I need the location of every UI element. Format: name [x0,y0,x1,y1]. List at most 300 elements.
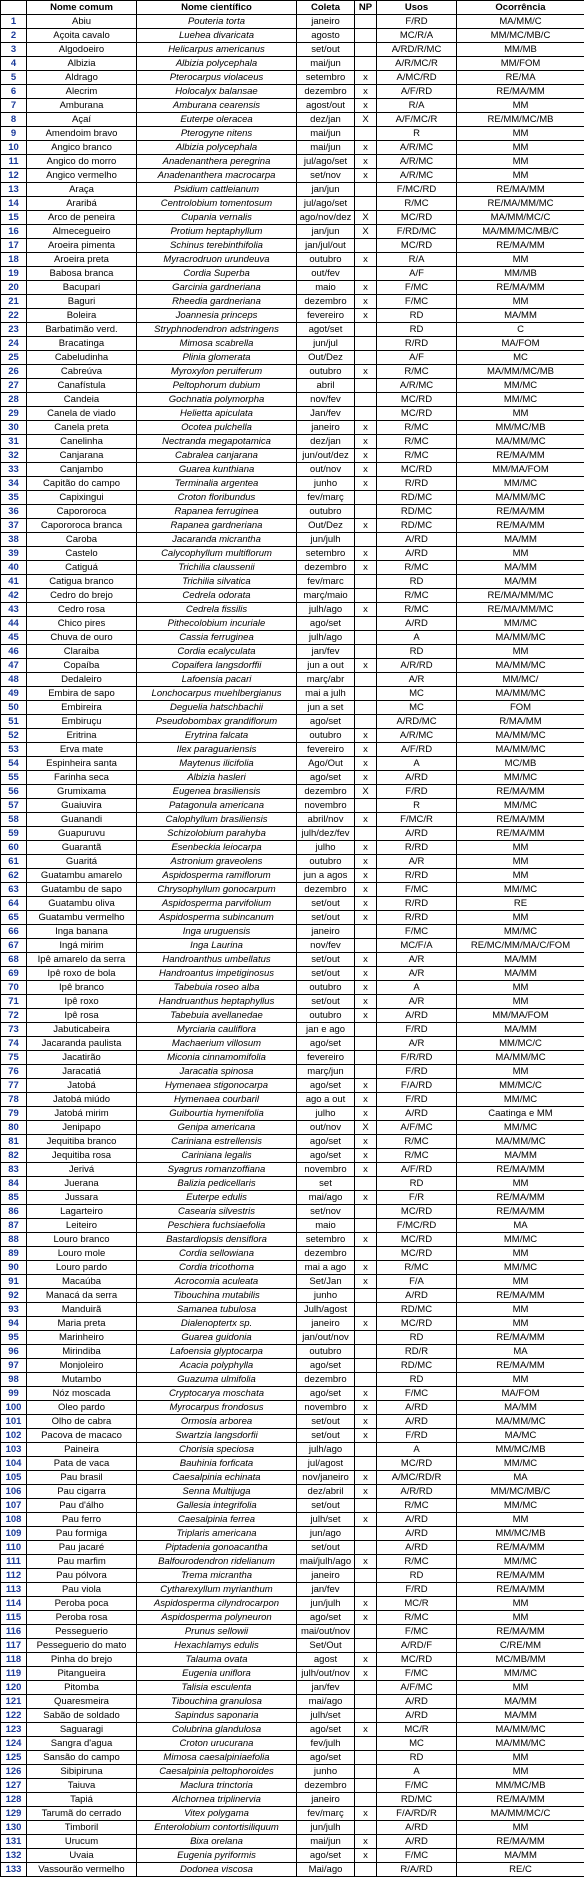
table-row [1,1527,584,1541]
row-number: 55 [1,771,27,785]
uses-cell: RD/MC [377,1793,457,1807]
scientific-name-cell: Maclura trinctoria [137,1779,297,1793]
np-cell: x [355,757,377,771]
np-cell: x [355,743,377,757]
common-name-cell: Jatobá miúdo [27,1093,137,1107]
occurrence-cell: MM [457,645,584,659]
scientific-name-cell: Jaracatia spinosa [137,1065,297,1079]
common-name-cell: Araribá [27,197,137,211]
np-cell: x [355,1471,377,1485]
row-number: 84 [1,1177,27,1191]
common-name-cell: Saguaragi [27,1723,137,1737]
table-row [1,687,584,701]
collection-cell: mai/jun [297,141,355,155]
common-name-cell: Aroeira preta [27,253,137,267]
scientific-name-cell: Pithecolobium incuriale [137,617,297,631]
occurrence-cell: MM [457,1275,584,1289]
table-row [1,1667,584,1681]
table-body [1,15,584,1877]
occurrence-cell: MA [457,1345,584,1359]
collection-cell: jun a set [297,701,355,715]
row-number: 80 [1,1121,27,1135]
scientific-name-cell: Schinus terebinthifolia [137,239,297,253]
common-name-cell: Ipê roxo de bola [27,967,137,981]
row-number: 6 [1,85,27,99]
uses-cell: F/MC [377,1849,457,1863]
row-number: 98 [1,1373,27,1387]
np-cell: x [355,1093,377,1107]
np-cell: x [355,1317,377,1331]
row-number: 110 [1,1541,27,1555]
scientific-name-cell: Hexachlamys edulis [137,1639,297,1653]
row-number: 39 [1,547,27,561]
common-name-cell: Catigua branco [27,575,137,589]
np-cell: x [355,1191,377,1205]
np-cell: x [355,547,377,561]
scientific-name-cell: Eugenia pyriformis [137,1849,297,1863]
occurrence-cell: MA/MM [457,1023,584,1037]
occurrence-cell: RE/MA/MM [457,239,584,253]
table-row [1,1373,584,1387]
occurrence-cell: MA/MM/C [457,15,584,29]
uses-cell: R/MC [377,603,457,617]
scientific-name-cell: Copaifera langsdorffii [137,659,297,673]
row-number: 45 [1,631,27,645]
row-number: 41 [1,575,27,589]
np-cell: x [355,981,377,995]
table-row [1,1107,584,1121]
uses-cell: RD [377,323,457,337]
np-cell: x [355,1415,377,1429]
occurrence-cell: MM [457,1303,584,1317]
common-name-cell: Amburana [27,99,137,113]
row-number: 43 [1,603,27,617]
scientific-name-cell: Anadenanthera peregrina [137,155,297,169]
uses-cell: F/RD/MC [377,225,457,239]
collection-cell: jan/jun [297,225,355,239]
table-row [1,477,584,491]
collection-cell: jul/agost [297,1457,355,1471]
np-cell [355,1737,377,1751]
row-number: 111 [1,1555,27,1569]
occurrence-cell: RE/MC/MM/MA/C/FOM [457,939,584,953]
scientific-name-cell: Talisia esculenta [137,1681,297,1695]
table-row [1,1331,584,1345]
row-number: 86 [1,1205,27,1219]
scientific-name-cell: Trichilia silvatica [137,575,297,589]
common-name-cell: Aldrago [27,71,137,85]
collection-cell: outubro [297,505,355,519]
table-row [1,1093,584,1107]
scientific-name-cell: Joannesia princeps [137,309,297,323]
np-cell [355,533,377,547]
table-row [1,1541,584,1555]
scientific-name-cell: Hymenaea stigonocarpa [137,1079,297,1093]
np-cell: x [355,1387,377,1401]
np-cell: x [355,253,377,267]
row-number: 95 [1,1331,27,1345]
occurrence-cell: C/RE/MM [457,1639,584,1653]
common-name-cell: Timboril [27,1821,137,1835]
occurrence-cell: MM [457,1247,584,1261]
common-name-cell: Claraiba [27,645,137,659]
scientific-name-cell: Rapanea ferruginea [137,505,297,519]
uses-cell: A/MC/RD/R [377,1471,457,1485]
np-cell [355,1457,377,1471]
uses-cell: R/MC [377,561,457,575]
collection-cell: jun/julh [297,1821,355,1835]
scientific-name-cell: Cariniana legalis [137,1149,297,1163]
row-number: 133 [1,1863,27,1877]
common-name-cell: Caroba [27,533,137,547]
header-number [1,1,27,15]
row-number: 128 [1,1793,27,1807]
np-cell: X [355,211,377,225]
scientific-name-cell: Calophyllum brasiliensis [137,813,297,827]
table-row [1,645,584,659]
occurrence-cell: MM [457,1177,584,1191]
occurrence-cell: MA/MM/MC [457,631,584,645]
table-row [1,1849,584,1863]
common-name-cell: Manduirã [27,1303,137,1317]
scientific-name-cell: Pseudobombax grandiflorum [137,715,297,729]
np-cell [355,1065,377,1079]
occurrence-cell: RE/MA/MM [457,1835,584,1849]
row-number: 122 [1,1709,27,1723]
occurrence-cell: RE/MA/MM [457,785,584,799]
common-name-cell: Canjarana [27,449,137,463]
occurrence-cell: MM/MC [457,617,584,631]
common-name-cell: Capitão do campo [27,477,137,491]
uses-cell: MC/RD [377,1247,457,1261]
collection-cell: mai/out/nov [297,1625,355,1639]
collection-cell: outubro [297,981,355,995]
uses-cell: A/R [377,967,457,981]
scientific-name-cell: Miconia cinnamomifolia [137,1051,297,1065]
scientific-name-cell: Guarea guidonia [137,1331,297,1345]
scientific-name-cell: Peschiera fuchsiaefolia [137,1219,297,1233]
table-row [1,617,584,631]
scientific-name-cell: Nectranda megapotamica [137,435,297,449]
scientific-name-cell: Trema micrantha [137,1569,297,1583]
collection-cell: jun/julh [297,533,355,547]
np-cell: x [355,1149,377,1163]
common-name-cell: Ingá mirim [27,939,137,953]
table-row [1,1499,584,1513]
common-name-cell: Jussara [27,1191,137,1205]
occurrence-cell: MA/MM/MC/C [457,211,584,225]
np-cell [355,491,377,505]
table-row [1,15,584,29]
row-number: 49 [1,687,27,701]
common-name-cell: Sansão do campo [27,1751,137,1765]
common-name-cell: Olho de cabra [27,1415,137,1429]
occurrence-cell: MM/MC/MB [457,1527,584,1541]
row-number: 90 [1,1261,27,1275]
table-row [1,1345,584,1359]
common-name-cell: Canela preta [27,421,137,435]
common-name-cell: Angico branco [27,141,137,155]
uses-cell: R/A [377,99,457,113]
uses-cell: MC/RD [377,463,457,477]
uses-cell: MC/RD [377,407,457,421]
common-name-cell: Jatobá mirim [27,1107,137,1121]
row-number: 69 [1,967,27,981]
scientific-name-cell: Acacia polyphylla [137,1359,297,1373]
uses-cell: MC/R [377,1597,457,1611]
scientific-name-cell: Enterolobium contortisiliquum [137,1821,297,1835]
row-number: 38 [1,533,27,547]
collection-cell: ago a out [297,1093,355,1107]
np-cell [355,1219,377,1233]
table-row [1,1219,584,1233]
uses-cell: F/MC [377,281,457,295]
scientific-name-cell: Chorisia speciosa [137,1443,297,1457]
table-row [1,743,584,757]
np-cell: x [355,365,377,379]
table-row [1,407,584,421]
common-name-cell: Peroba poca [27,1597,137,1611]
table-row [1,1639,584,1653]
scientific-name-cell: Caesalpinia peltophoroides [137,1765,297,1779]
occurrence-cell: MM/MC [457,393,584,407]
common-name-cell: Abiu [27,15,137,29]
occurrence-cell: MA/MM/MC [457,729,584,743]
occurrence-cell: MM/MC [457,1499,584,1513]
table-row [1,1387,584,1401]
np-cell: x [355,1233,377,1247]
header-np: NP [355,1,377,15]
table-row [1,1583,584,1597]
occurrence-cell: MA/FOM [457,1387,584,1401]
occurrence-cell: RE/MA [457,71,584,85]
occurrence-cell: MA/MM/MC [457,1723,584,1737]
occurrence-cell: MA/MM [457,967,584,981]
np-cell: x [355,421,377,435]
table-row [1,1709,584,1723]
scientific-name-cell: Mimosa scabrella [137,337,297,351]
uses-cell: R [377,127,457,141]
common-name-cell: Eritrina [27,729,137,743]
uses-cell: A/R/RD [377,659,457,673]
occurrence-cell: MM [457,1611,584,1625]
np-cell: x [355,1597,377,1611]
common-name-cell: Capororoca [27,505,137,519]
occurrence-cell: MM/MC [457,379,584,393]
uses-cell: R/MC [377,435,457,449]
scientific-name-cell: Inga Laurina [137,939,297,953]
np-cell [355,1541,377,1555]
occurrence-cell: MA/MM/MC [457,659,584,673]
row-number: 74 [1,1037,27,1051]
occurrence-cell: MM [457,295,584,309]
table-row [1,1765,584,1779]
row-number: 60 [1,841,27,855]
common-name-cell: Embira de sapo [27,687,137,701]
table-row [1,1555,584,1569]
scientific-name-cell: Esenbeckia leiocarpa [137,841,297,855]
occurrence-cell: RE/MA/MM [457,1331,584,1345]
uses-cell: RD/R [377,1345,457,1359]
row-number: 2 [1,29,27,43]
np-cell [355,1345,377,1359]
row-number: 19 [1,267,27,281]
common-name-cell: Catiguá [27,561,137,575]
occurrence-cell: MM [457,1751,584,1765]
collection-cell: set/nov [297,1205,355,1219]
np-cell [355,337,377,351]
occurrence-cell: RE/MA/MM [457,505,584,519]
table-row [1,967,584,981]
common-name-cell: Açoita cavalo [27,29,137,43]
row-number: 70 [1,981,27,995]
collection-cell: julh/dez/fev [297,827,355,841]
uses-cell: R/MC [377,1611,457,1625]
uses-cell: RD [377,1373,457,1387]
collection-cell: dez/jan [297,435,355,449]
scientific-name-cell: Anadenanthera macrocarpa [137,169,297,183]
uses-cell: R [377,799,457,813]
uses-cell: F/MC [377,925,457,939]
row-number: 94 [1,1317,27,1331]
table-row [1,1569,584,1583]
uses-cell: R/RD [377,841,457,855]
collection-cell: janeiro [297,1317,355,1331]
occurrence-cell: MM/MA/FOM [457,463,584,477]
common-name-cell: Barbatimão verd. [27,323,137,337]
row-number: 27 [1,379,27,393]
np-cell: x [355,771,377,785]
scientific-name-cell: Tabebuia avellanedae [137,1009,297,1023]
occurrence-cell: MA/MM/MC [457,1135,584,1149]
np-cell: x [355,141,377,155]
np-cell [355,715,377,729]
row-number: 24 [1,337,27,351]
uses-cell: F/MC [377,1779,457,1793]
table-row [1,827,584,841]
row-number: 13 [1,183,27,197]
scientific-name-cell: Aspidosperma ramiflorum [137,869,297,883]
table-row [1,1177,584,1191]
common-name-cell: Pesseguerio [27,1625,137,1639]
occurrence-cell: MA/MM/MC/C [457,1807,584,1821]
table-row [1,1611,584,1625]
occurrence-cell: MM [457,1373,584,1387]
scientific-name-cell: Eugenea brasiliensis [137,785,297,799]
scientific-name-cell: Ormosia arborea [137,1415,297,1429]
collection-cell: novembro [297,1401,355,1415]
np-cell [355,1681,377,1695]
table-row [1,1653,584,1667]
common-name-cell: Guatambu amarelo [27,869,137,883]
np-cell [355,1373,377,1387]
collection-cell: outubro [297,855,355,869]
row-number: 47 [1,659,27,673]
np-cell: x [355,897,377,911]
common-name-cell: Ipê branco [27,981,137,995]
row-number: 119 [1,1667,27,1681]
row-number: 127 [1,1779,27,1793]
np-cell [355,407,377,421]
common-name-cell: Aroeira pimenta [27,239,137,253]
collection-cell: julh/ago [297,631,355,645]
scientific-name-cell: Balizia pedicellaris [137,1177,297,1191]
uses-cell: A/R [377,953,457,967]
uses-cell: F/RD [377,1065,457,1079]
collection-cell: jun a agos [297,869,355,883]
table-row [1,1261,584,1275]
collection-cell: mai/ago [297,1695,355,1709]
collection-cell: junho [297,1765,355,1779]
scientific-name-cell: Cedrela fissilis [137,603,297,617]
occurrence-cell: RE/MA/MM/MC [457,197,584,211]
uses-cell: RD [377,575,457,589]
occurrence-cell: MM/MC/MB/C [457,29,584,43]
np-cell: x [355,1163,377,1177]
collection-cell: fevereiro [297,743,355,757]
collection-cell: ago/set [297,715,355,729]
scientific-name-cell: Genipa americana [137,1121,297,1135]
np-cell: x [355,561,377,575]
np-cell [355,1569,377,1583]
scientific-name-cell: Bastardiopsis densiflora [137,1233,297,1247]
collection-cell: jan e ago [297,1023,355,1037]
uses-cell: F/RD [377,1583,457,1597]
occurrence-cell: MM [457,1597,584,1611]
scientific-name-cell: Dialenoptertx sp. [137,1317,297,1331]
scientific-name-cell: Lafoensia glyptocarpa [137,1345,297,1359]
row-number: 112 [1,1569,27,1583]
scientific-name-cell: Protium heptaphyllum [137,225,297,239]
scientific-name-cell: Mimosa caesalpiniaefolia [137,1751,297,1765]
collection-cell: set [297,1177,355,1191]
collection-cell: ago/nov/dez [297,211,355,225]
table-row [1,113,584,127]
common-name-cell: Guatambu de sapo [27,883,137,897]
occurrence-cell: MA/MM [457,533,584,547]
table-row [1,1065,584,1079]
table-row [1,239,584,253]
collection-cell: fev/març [297,491,355,505]
row-number: 93 [1,1303,27,1317]
np-cell [355,1443,377,1457]
uses-cell: A/RD [377,1835,457,1849]
uses-cell: A/RD [377,1821,457,1835]
row-number: 82 [1,1149,27,1163]
occurrence-cell: RE/MA/MM [457,1163,584,1177]
np-cell [355,1751,377,1765]
row-number: 97 [1,1359,27,1373]
np-cell [355,239,377,253]
table-row [1,463,584,477]
collection-cell: abril [297,379,355,393]
collection-cell: set/nov [297,169,355,183]
scientific-name-cell: Swartzia langsdorfii [137,1429,297,1443]
collection-cell: jun a out [297,659,355,673]
uses-cell: R/MC [377,1555,457,1569]
common-name-cell: Cabeludinha [27,351,137,365]
scientific-name-cell: Cabralea canjarana [137,449,297,463]
collection-cell: jun/ago [297,1527,355,1541]
scientific-name-cell: Bauhinia forficata [137,1457,297,1471]
uses-cell: MC [377,687,457,701]
collection-cell: outubro [297,253,355,267]
np-cell [355,1289,377,1303]
uses-cell: A/R/MC [377,729,457,743]
table-row [1,715,584,729]
scientific-name-cell: Prunus sellowii [137,1625,297,1639]
table-row [1,771,584,785]
